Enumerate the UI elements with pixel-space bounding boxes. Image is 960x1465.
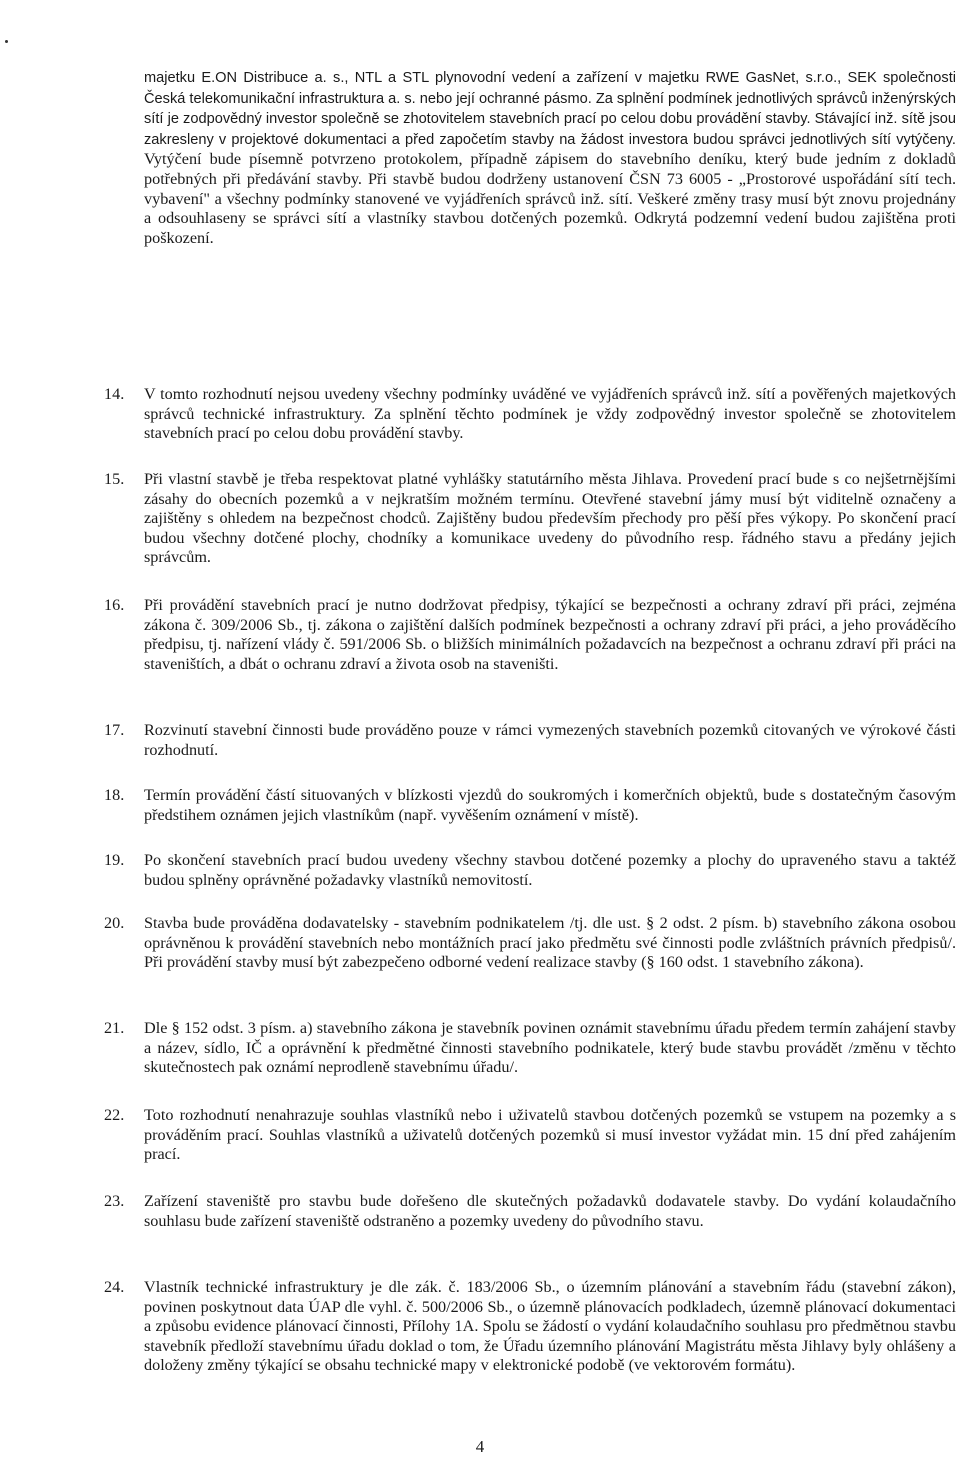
item-text: Zařízení staveniště pro stavbu bude dořešeno dle skutečných požadavků dodavatele stavby. Do vydání kolaudačního souhlasu bude zařízení staveniště odstraněno a pozemky uvedeny do původního stavu. (144, 1192, 956, 1230)
list-item-24 (104, 1278, 956, 1376)
item-number: 19. (104, 851, 125, 869)
item-number: 21. (104, 1019, 125, 1037)
item-text: Termín provádění částí situovaných v blízkosti vjezdů do soukromých i komerčních objektů, bude s dostatečným časovým předstihem oznámen jejich vlastníkům (např. vyvěšením oznámení v místě). (144, 786, 956, 824)
item-number: 14. (104, 385, 125, 403)
item-text: Při vlastní stavbě je třeba respektovat platné vyhlášky statutárního města Jihlava. Provedení prací bude s co nejšetrnějšími zásahy do obecních pozemků a v nejkratším možném termínu. Otevřené stavební jámy musí být viditelně označeny a zajištěny s ohledem na bezpečnost chodců. Zajištěny budou především přechody pro pěší přes výkopy. Po skončení prací budou všechny dotčené plochy, chodníky a komunikace uvedeny do původního resp. řádného stavu a předány jejich správcům. (144, 470, 956, 567)
intro-text-part2: Vytýčení bude písemně potvrzeno protokolem, případně zápisem do stavebního deníku, který bude jedním z dokladů potřebných při předávání stavby. Při stavbě budou dodrženy ustanovení ČSN 73 6005 - „Prostorové uspořádání sítí tech. vybavení" a všechny podmínky stanovené ve vyjádřeních správců inž. sítí. Veškeré změny trasy musí být znovu projednány a odsouhlaseny se správci sítí a vlastníky stavbou dotčených pozemků. Odkrytá podzemní vedení budou zajištěna proti poškození. (144, 150, 956, 247)
list-item-18 (104, 786, 956, 825)
item-text: Vlastník technické infrastruktury je dle zák. č. 183/2006 Sb., o územním plánování a stavebním řádu (stavební zákon), povinen poskytnout data ÚAP dle vyhl. č. 500/2006 Sb., o územně plánovacích podkladech, územně plánovací dokumentaci a způsobu evidence plánovací činnosti, Přílohy 1A. Spolu se žádostí o vydání kolaudačního souhlasu pro předmětnou stavbu stavebník předloží stavebnímu úřadu doklad o tom, že Úřadu územního plánování Magistrátu města Jihlavy byly ohlášeny a doloženy změny týkající se obsahu technické mapy v elektronické podobě (ve vektorovém formátu). (144, 1278, 956, 1375)
item-number: 16. (104, 596, 125, 614)
list-item-14 (104, 385, 956, 444)
item-number: 22. (104, 1106, 125, 1124)
list-item-17 (104, 721, 956, 760)
list-item-15 (104, 470, 956, 568)
list-item-21 (104, 1019, 956, 1078)
list-item-22 (104, 1106, 956, 1165)
list-item-20 (104, 914, 956, 973)
page-number: 4 (475, 1437, 485, 1456)
item-text: Při provádění stavebních prací je nutno dodržovat předpisy, týkající se bezpečnosti a ochrany zdraví při práci, zejména zákona č. 309/2006 Sb., tj. zákona o zajištění dalších podmínek bezpečnosti a ochrany zdraví při práci, a jeho prováděcího předpisu, tj. nařízení vlády č. 591/2006 Sb. o bližších minimálních požadavcích na bezpečnost a ochranu zdraví při práci na staveništích, a dbát o ochranu zdraví a života osob na staveništi. (144, 596, 956, 673)
item-number: 20. (104, 914, 125, 932)
item-number: 17. (104, 721, 125, 739)
intro-text-part1: majetku E.ON Distribuce a. s., NTL a STL plynovodní vedení a zařízení v majetku RWE GasNet, s.r.o., SEK společnosti Česká telekomunikační infrastruktura a. s. nebo její ochranné pásmo. Za splnění podmínek jednotlivých správců inženýrských sítí je zodpovědný investor společně se zhotovitelem stavebních prací po celou dobu provádění stavby. Stávající inž. sítě jsou zakresleny v projektové dokumentaci a před započetím stavby na žádost investora budou správci jednotlivých sítí vytýčeny. (144, 70, 956, 148)
item-text: Toto rozhodnutí nenahrazuje souhlas vlastníků nebo i uživatelů stavbou dotčených pozemků se vstupem na pozemky a s prováděním prací. Souhlas vlastníků a uživatelů dotčených pozemků si musí investor vyžádat min. 15 dní před zahájením prací. (144, 1106, 956, 1164)
list-item-23 (104, 1192, 956, 1231)
item-number: 15. (104, 470, 125, 488)
item-text: Po skončení stavebních prací budou uvedeny všechny stavbou dotčené pozemky a plochy do upraveného stavu a taktéž budou splněny oprávněné požadavky vlastníků nemovitostí. (144, 851, 956, 889)
list-item-19 (104, 851, 956, 890)
item-text: Rozvinutí stavební činnosti bude prováděno pouze v rámci vymezených stavebních pozemků citovaných ve výrokové části rozhodnutí. (144, 721, 956, 759)
item-text: Stavba bude prováděna dodavatelsky - stavebním podnikatelem /tj. dle ust. § 2 odst. 2 písm. b) stavebního zákona osobou oprávněnou k provádění stavebních nebo montážních prací jako předmětu své činnosti podle zvláštních právních předpisů/. Při provádění stavby musí být zabezpečeno odborné vedení realizace stavby (§ 160 odst. 1 stavebního zákona). (144, 914, 956, 972)
item-text: Dle § 152 odst. 3 písm. a) stavebního zákona je stavebník povinen oznámit stavebnímu úřadu předem termín zahájení stavby a název, sídlo, IČ a oprávnění k předmětné činnosti stavebního podnikatele, který bude stavbu provádět /změnu v těchto skutečnostech pak oznámí neprodleně stavebnímu úřadu/. (144, 1019, 956, 1077)
item-number: 24. (104, 1278, 125, 1296)
scan-speck (5, 40, 8, 43)
item-number: 18. (104, 786, 125, 804)
item-number: 23. (104, 1192, 125, 1210)
intro-paragraph (144, 68, 956, 248)
list-item-16 (104, 596, 956, 674)
item-text: V tomto rozhodnutí nejsou uvedeny všechny podmínky uváděné ve vyjádřeních správců inž. sítí a pověřených majetkových správců technické infrastruktury. Za splnění těchto podmínek je vždy zodpovědný investor společně se zhotovitelem stavebních prací po celou dobu provádění stavby. (144, 385, 956, 443)
